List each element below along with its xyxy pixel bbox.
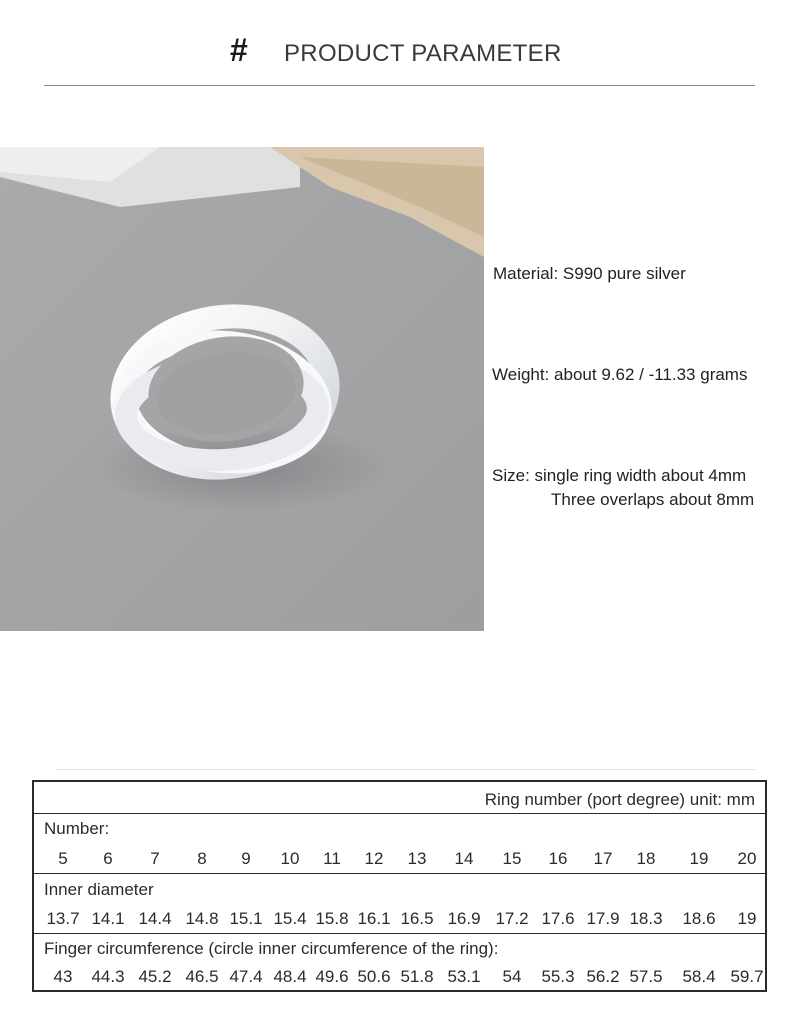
page-title: PRODUCT PARAMETER xyxy=(284,40,562,67)
inner-diameter-label: Inner diameter xyxy=(44,880,154,899)
inner-values-row xyxy=(34,902,765,934)
numbers-cell: 13 xyxy=(407,849,427,868)
circ-cell: 57.5 xyxy=(629,967,663,986)
spec-size-overlap: Three overlaps about 8mm xyxy=(551,490,755,509)
inner-cell: 18.3 xyxy=(629,909,663,928)
inner-label-row xyxy=(34,874,765,902)
circ-cell: 48.4 xyxy=(273,967,307,986)
inner-cell: 14.4 xyxy=(138,909,172,928)
number-label: Number: xyxy=(44,819,110,838)
inner-cell: 15.1 xyxy=(229,909,263,928)
inner-cell: 14.1 xyxy=(91,909,125,928)
numbers-cell: 12 xyxy=(364,849,384,868)
number-label-row xyxy=(34,814,765,842)
inner-cell: 15.4 xyxy=(273,909,307,928)
circ-cell: 44.3 xyxy=(91,967,125,986)
table-caption-row xyxy=(34,782,765,814)
numbers-cell: 11 xyxy=(323,849,341,868)
numbers-cell: 15 xyxy=(502,849,522,868)
numbers-cell: 17 xyxy=(593,849,613,868)
circ-cell: 51.8 xyxy=(400,967,434,986)
silver-ring-image xyxy=(0,147,484,631)
numbers-cell: 18 xyxy=(636,849,656,868)
numbers-cell: 16 xyxy=(548,849,568,868)
numbers-cell: 10 xyxy=(280,849,300,868)
header-divider xyxy=(44,85,755,86)
inner-cell: 15.8 xyxy=(315,909,349,928)
circ-cell: 59.7 xyxy=(730,967,764,986)
product-photo xyxy=(0,147,484,631)
inner-cell: 17.2 xyxy=(495,909,529,928)
inner-cell: 16.9 xyxy=(447,909,481,928)
inner-cell: 16.5 xyxy=(400,909,434,928)
circ-cell: 43 xyxy=(53,967,73,986)
circ-values-row xyxy=(34,960,765,990)
circ-cell: 53.1 xyxy=(447,967,481,986)
inner-cell: 14.8 xyxy=(185,909,219,928)
numbers-cell: 5 xyxy=(58,849,68,868)
spec-material: Material: S990 pure silver xyxy=(493,264,686,283)
header xyxy=(0,30,800,80)
table-caption: Ring number (port degree) unit: mm xyxy=(484,790,755,809)
circ-cell: 46.5 xyxy=(185,967,219,986)
circ-cell: 58.4 xyxy=(682,967,716,986)
numbers-cell: 7 xyxy=(150,849,160,868)
inner-cell: 16.1 xyxy=(357,909,391,928)
number-values-row xyxy=(34,842,765,874)
inner-cell: 17.6 xyxy=(541,909,575,928)
circ-cell: 50.6 xyxy=(357,967,391,986)
finger-circumference-label: Finger circumference (circle inner circumference of the ring): xyxy=(44,939,499,958)
numbers-cell: 8 xyxy=(197,849,207,868)
spec-size: Size: single ring width about 4mm xyxy=(492,466,747,485)
circ-cell: 47.4 xyxy=(229,967,263,986)
section-divider xyxy=(56,769,756,770)
spec-weight: Weight: about 9.62 / -11.33 grams xyxy=(492,365,748,384)
numbers-cell: 20 xyxy=(737,849,757,868)
inner-cell: 19 xyxy=(737,909,757,928)
numbers-cell: 14 xyxy=(454,849,474,868)
circ-label-row xyxy=(34,934,765,960)
circ-cell: 56.2 xyxy=(586,967,620,986)
circ-cell: 49.6 xyxy=(315,967,349,986)
inner-cell: 17.9 xyxy=(586,909,620,928)
inner-cell: 18.6 xyxy=(682,909,716,928)
inner-cell: 13.7 xyxy=(46,909,80,928)
numbers-cell: 6 xyxy=(103,849,113,868)
numbers-cell: 9 xyxy=(241,849,251,868)
circ-cell: 45.2 xyxy=(138,967,172,986)
hash-mark: # xyxy=(230,32,248,68)
circ-cell: 54 xyxy=(502,967,522,986)
size-table xyxy=(32,780,767,992)
numbers-cell: 19 xyxy=(689,849,709,868)
circ-cell: 55.3 xyxy=(541,967,575,986)
